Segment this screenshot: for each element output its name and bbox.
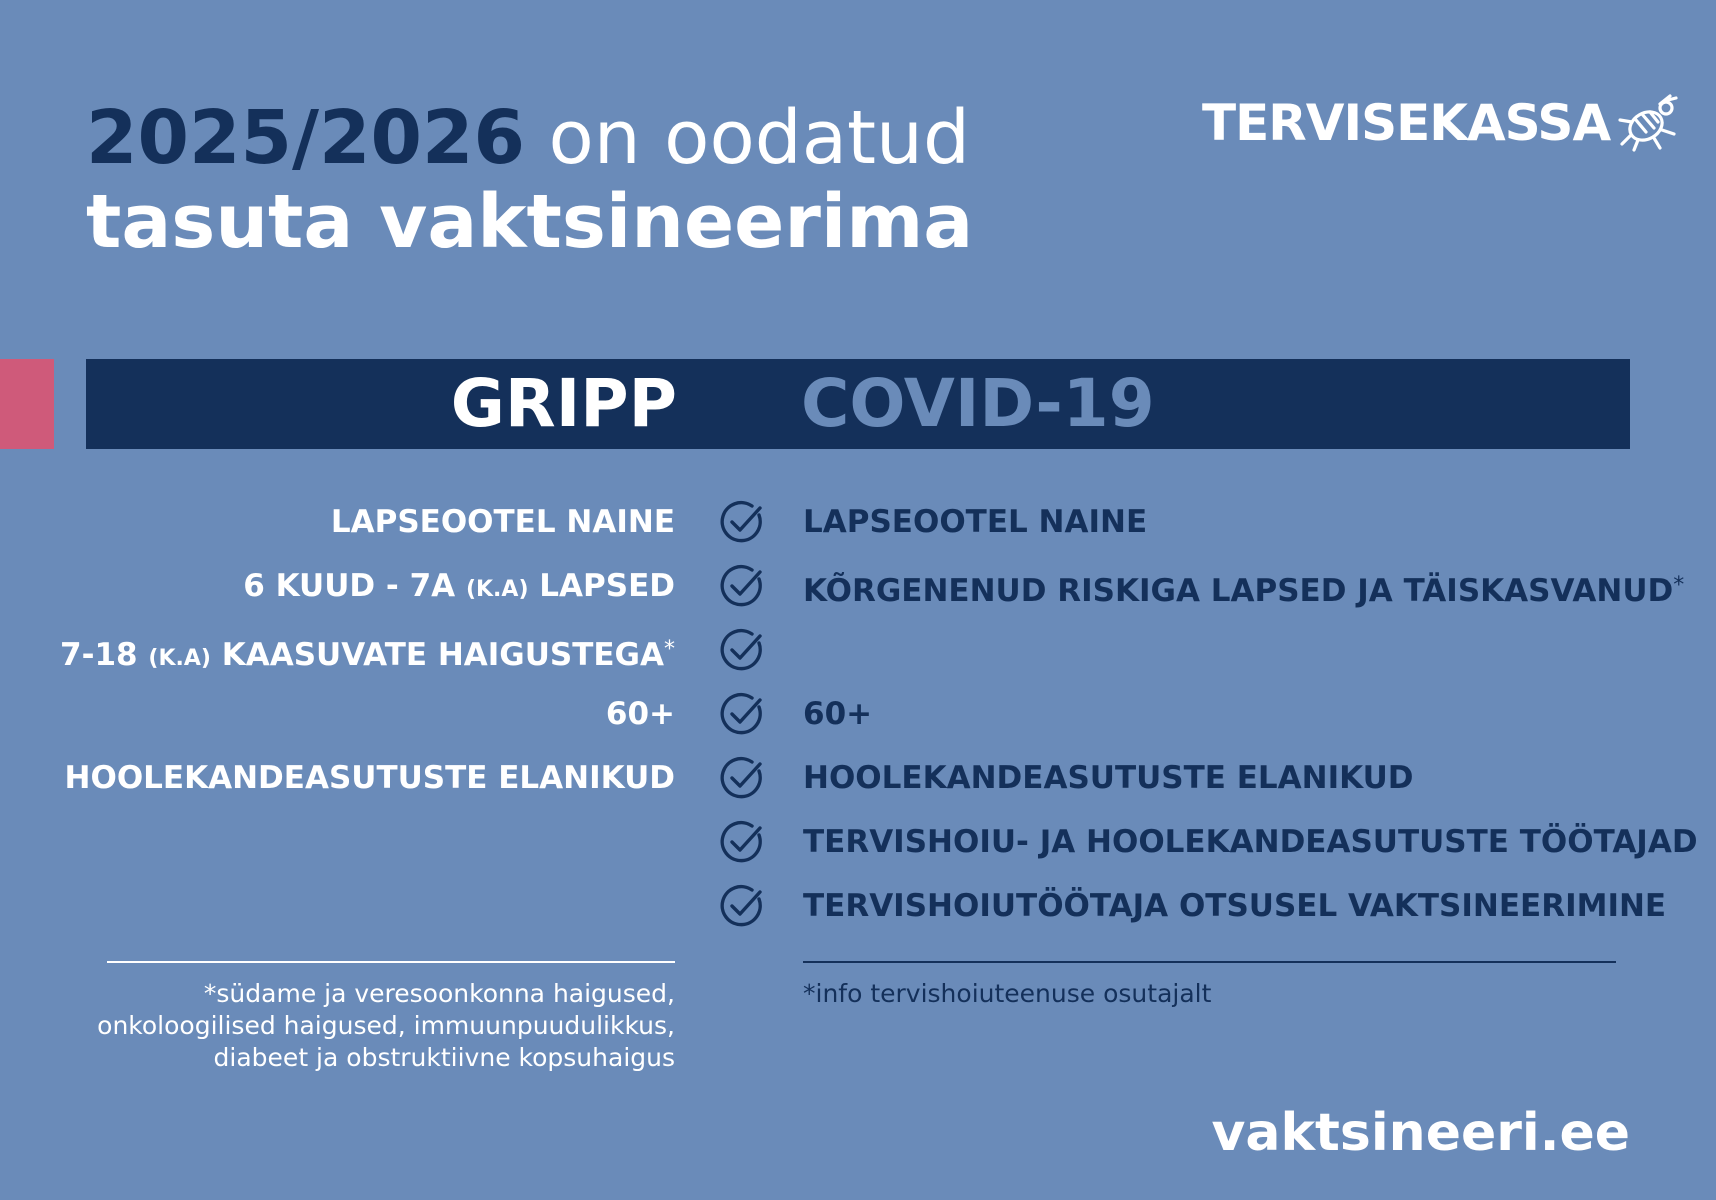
label-small-part: (K.A) bbox=[148, 646, 211, 671]
accent-bar bbox=[0, 359, 54, 449]
title-line-1 bbox=[86, 96, 973, 180]
check-circle-icon bbox=[719, 627, 765, 673]
table-row bbox=[0, 490, 1716, 554]
check-circle-icon bbox=[719, 883, 765, 929]
table-row bbox=[0, 618, 1716, 682]
covid-group-label: HOOLEKANDEASUTUSTE ELANIKUD bbox=[803, 760, 1414, 796]
column-header-gripp: GRIPP bbox=[450, 365, 677, 442]
gripp-group-label: LAPSEOOTEL NAINE bbox=[330, 504, 675, 540]
footnote-covid: *info tervishoiuteenuse osutajalt bbox=[803, 979, 1212, 1008]
check-circle-icon bbox=[719, 499, 765, 545]
table-row bbox=[0, 554, 1716, 618]
gripp-group-label bbox=[243, 554, 675, 622]
column-header-covid: COVID-19 bbox=[801, 365, 1155, 442]
gripp-group-label bbox=[60, 618, 675, 691]
footnote-line: *südame ja veresoonkonna haigused, bbox=[203, 979, 675, 1008]
title-year: 2025/2026 bbox=[86, 95, 525, 181]
covid-group-label: LAPSEOOTEL NAINE bbox=[803, 504, 1148, 540]
covid-group-label: TERVISHOIU- JA HOOLEKANDEASUTUSTE TÖÖTAJAD bbox=[803, 824, 1698, 860]
covid-group-label bbox=[803, 554, 1684, 623]
footer-url: vaktsineeri.ee bbox=[1211, 1103, 1630, 1163]
label-part: KAASUVATE HAIGUSTEGA bbox=[210, 637, 664, 673]
table-row bbox=[0, 746, 1716, 810]
logo-text: TERVISEKASSA bbox=[1202, 94, 1611, 152]
check-circle-icon bbox=[719, 819, 765, 865]
title-line-2: tasuta vaktsineerima bbox=[86, 179, 974, 265]
label-small-part: (K.A) bbox=[465, 577, 529, 602]
tervisekassa-logo bbox=[1202, 92, 1682, 154]
gripp-group-label: 60+ bbox=[605, 696, 675, 732]
check-circle-icon bbox=[719, 691, 765, 737]
footnote-line: onkoloogilised haigused, immuunpuudulikkus, bbox=[97, 1011, 675, 1040]
label-part: 6 KUUD - 7A bbox=[243, 568, 466, 604]
footnote-star: * bbox=[664, 637, 675, 662]
table-row bbox=[0, 810, 1716, 874]
table-row bbox=[0, 682, 1716, 746]
check-circle-icon bbox=[719, 755, 765, 801]
label-part: 7-18 bbox=[60, 637, 149, 673]
title-line-1-rest: on oodatud bbox=[524, 95, 970, 181]
footnote-line: diabeet ja obstruktiivne kopsuhaigus bbox=[213, 1043, 675, 1072]
gripp-group-label: HOOLEKANDEASUTUSTE ELANIKUD bbox=[64, 760, 675, 796]
covid-group-label: 60+ bbox=[803, 696, 873, 732]
divider-left bbox=[107, 961, 675, 963]
footnote-star: * bbox=[1673, 573, 1685, 598]
turtle-icon bbox=[1616, 92, 1682, 154]
label-part: LAPSED bbox=[528, 568, 675, 604]
check-circle-icon bbox=[719, 563, 765, 609]
page-title bbox=[86, 96, 973, 264]
label-part: KÕRGENENUD RISKIGA LAPSED JA TÄISKASVANUD bbox=[803, 573, 1674, 609]
footnote-gripp bbox=[35, 978, 675, 1074]
covid-group-label: TERVISHOIUTÖÖTAJA OTSUSEL VAKTSINEERIMINE bbox=[803, 888, 1667, 924]
table-row bbox=[0, 874, 1716, 938]
divider-right bbox=[803, 961, 1616, 963]
